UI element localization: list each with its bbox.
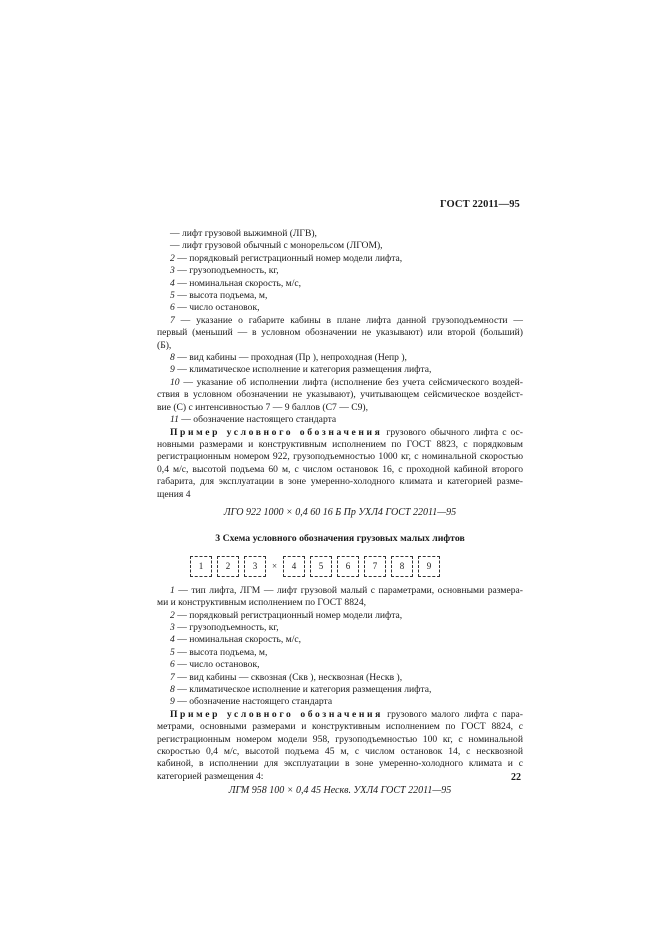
schema-box: 7: [364, 556, 386, 577]
schema-box: 3: [244, 556, 266, 577]
standard-header: ГОСТ 22011—95: [440, 199, 520, 210]
list-item-9: 9 — климатическое исполнение и категория размещения лифта,: [170, 364, 432, 376]
schema-box: 6: [337, 556, 359, 577]
page-number: 22: [511, 772, 521, 783]
list-item-10: 10 — указание об исполнении лифта (исполнение без учета сейсмического воздей- ствия в условном обозначении не указывают), учитывающем сейсмическое воздейст- вие (С) с интенсивностью 7 — 9 баллов (С7 — С9),: [157, 376, 523, 413]
body-text: [157, 228, 523, 804]
schema-box: 4: [283, 556, 305, 577]
designation-formula: ЛГО 922 1000 × 0,4 60 16 Б Пр УХЛ4 ГОСТ 22011—95: [223, 506, 457, 518]
list-item: 7 — вид кабины — сквозная (Скв ), несквозная (Нескв ),: [170, 671, 403, 683]
list-item: 4 — номинальная скорость, м/с,: [170, 634, 302, 646]
schema-box: 5: [310, 556, 332, 577]
list-item: — лифт грузовой выжимной (ЛГВ),: [170, 228, 317, 239]
list-item-7: 7 — указание о габарите кабины в плане лифта данной грузоподъемности — первый (меньший — в условном обозначении не указывают) или второй (больший) (Б),: [157, 314, 523, 351]
list-item: 6 — число остановок,: [170, 659, 260, 671]
list-item: 3 — грузоподъемность, кг,: [170, 265, 279, 277]
designation-schema: [157, 556, 523, 577]
list-item: 9 — обозначение настоящего стандарта: [170, 696, 333, 708]
list-item: — лифт грузовой обычный с монорельсом (ЛГОМ),: [170, 240, 383, 252]
schema-box: 8: [391, 556, 413, 577]
schema-box: 1: [190, 556, 212, 577]
list-item: 3 — грузоподъемность, кг,: [170, 621, 279, 633]
list-item: 2 — порядковый регистрационный номер модели лифта,: [170, 609, 403, 621]
list-item: 8 — климатическое исполнение и категория размещения лифта,: [170, 684, 432, 695]
list-item-1: 1 — тип лифта, ЛГМ — лифт грузовой малый с параметрами, основными размера- ми и конструктивным исполнением по ГОСТ 8824,: [157, 584, 523, 609]
example-paragraph: Пример условного обозначения грузового обычного лифта с ос- новными размерами и конструктивным исполнением по ГОСТ 8823, с порядковым регистрационным номером 922, грузоподъемностью 1000 кг, с номинальной скоростью 0,4 м/с, высотой подъема 60 м, с числом остановок 16, с проходной кабиной второго габарита, для эксплуатации в зоне умеренно-холодного климата и категорией разме- щения 4: [157, 426, 523, 500]
list-item: 5 — высота подъема, м,: [170, 646, 268, 658]
list-item: 2 — порядковый регистрационный номер модели лифта,: [170, 252, 403, 264]
schema-box: 2: [217, 556, 239, 577]
list-item-8: 8 — вид кабины — проходная (Пр ), непроходная (Непр ),: [170, 352, 407, 364]
designation-formula: ЛГМ 958 100 × 0,4 45 Нескв. УХЛ4 ГОСТ 22011—95: [228, 785, 452, 797]
list-item-11: 11 — обозначение настоящего стандарта: [170, 414, 337, 426]
times-sign: ×: [271, 561, 278, 572]
section-title: 3 Схема условного обозначения грузовых малых лифтов: [215, 533, 465, 545]
list-item: 5 — высота подъема, м,: [170, 290, 268, 302]
list-item: 4 — номинальная скорость, м/с,: [170, 277, 302, 289]
example-paragraph: Пример условного обозначения грузового малого лифта с пара- метрами, основными размерами и конструктивным исполнением по ГОСТ 8824, с регистрационным номером модели 958, грузоподъемностью 100 кг, с номинальной скоростью 0,4 м/с, высотой подъема 45 м, с числом остановок 14, с несквозной кабиной, в исполнении для эксплуатации в зоне умеренно-холодного климата и с категорией размещения 4:: [157, 708, 523, 782]
list-item: 6 — число остановок,: [170, 302, 260, 314]
schema-box: 9: [418, 556, 440, 577]
